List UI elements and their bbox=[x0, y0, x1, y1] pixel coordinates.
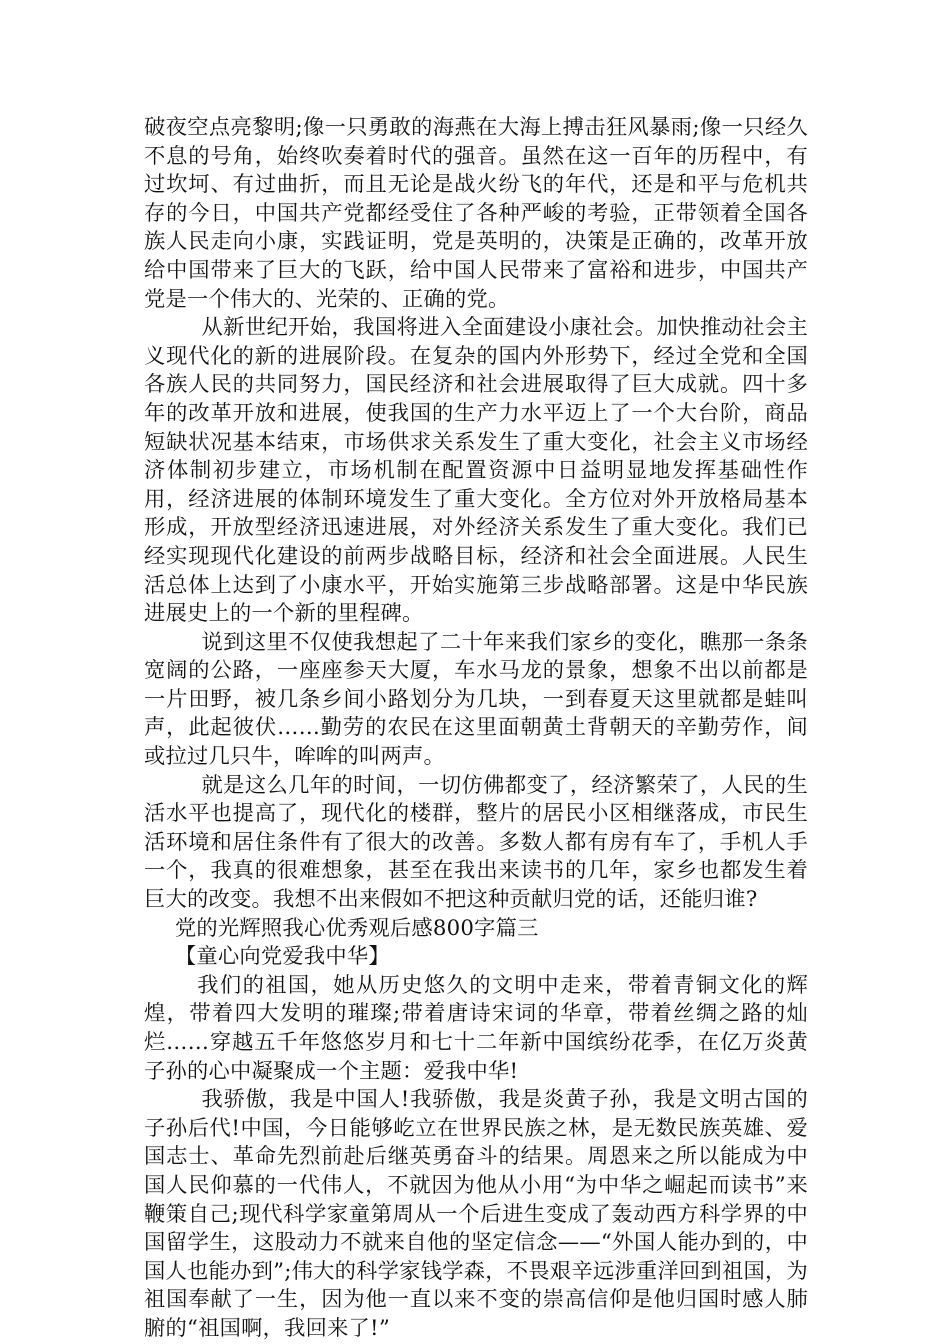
paragraph-continued: 破夜空点亮黎明;像一只勇敢的海燕在大海上搏击狂风暴雨;像一只经久不息的号角，始终吹奏着时代的强音。虽然在这一百年的历程中，有过坎坷、有过曲折，而且无论是战火纷飞的年代，还是和平与危机共存的今日，中国共产党都经受住了各种严峻的考验，正带领着全国各族人民走向小康，实践证明，党是英明的，决策是正确的，改革开放给中国带来了巨大的飞跃，给中国人民带来了富裕和进步，中国共产党是一个伟大的、光荣的、正确的党。 bbox=[144, 115, 808, 312]
paragraph-pride: 我骄傲，我是中国人!我骄傲，我是炎黄子孙，我是文明古国的子孙后代!中国，今日能够屹立在世界民族之林，是无数民族英雄、爱国志士、革命先烈前赴后继英勇奋斗的结果。周恩来之所以能成为中国人民仰慕的一代伟人，不就因为他从小用“为中华之崛起而读书”来鞭策自己;现代科学家童第周从一个后进生变成了轰动西方科学界的中国留学生，这股动力不就来自他的坚定信念——“外国人能办到的，中国人也能办到”;伟大的科学家钱学森，不畏艰辛远涉重洋回到祖国，为祖国奉献了一生，因为他一直以来不变的崇高信仰是他归国时感人肺腑的“祖国啊，我回来了!” bbox=[144, 1087, 808, 1341]
document-page bbox=[144, 114, 808, 1344]
section-heading: 党的光辉照我心优秀观后感800字篇三 bbox=[174, 915, 539, 941]
paragraph-changes: 就是这么几年的时间，一切仿佛都变了，经济繁荣了，人民的生活水平也提高了，现代化的楼群，整片的居民小区相继落成，市民生活环境和居住条件有了很大的改善。多数人都有房有车了，手机人手一个，我真的很难想象，甚至在我出来读书的几年，家乡也都发生着巨大的改变。我想不出来假如不把这种贡献归党的话，还能归谁? bbox=[144, 772, 808, 913]
section-subtitle: 【童心向党爱我中华】 bbox=[174, 944, 390, 970]
paragraph-hometown: 说到这里不仅使我想起了二十年来我们家乡的变化，瞧那一条条宽阔的公路，一座座参天大厦，车水马龙的景象，想象不出以前都是一片田野，被几条乡间小路划分为几块，一到春夏天这里就都是蛙叫声，此起彼伏……勤劳的农民在这里面朝黄土背朝天的辛勤劳作，间或拉过几只牛，哞哞的叫两声。 bbox=[144, 629, 808, 770]
paragraph-motherland: 我们的祖国，她从历史悠久的文明中走来，带着青铜文化的辉煌，带着四大发明的璀璨;带着唐诗宋词的华章，带着丝绸之路的灿烂……穿越五千年悠悠岁月和七十二年新中国缤纷花季，在亿万炎黄子孙的心中凝聚成一个主题：爱我中华! bbox=[144, 972, 808, 1084]
paragraph-new-century: 从新世纪开始，我国将进入全面建设小康社会。加快推动社会主义现代化的新的进展阶段。在复杂的国内外形势下，经过全党和全国各族人民的共同努力，国民经济和社会进展取得了巨大成就。四十多年的改革开放和进展，使我国的生产力水平迈上了一个大台阶，商品短缺状况基本结束，市场供求关系发生了重大变化，社会主义市场经济体制初步建立，市场机制在配置资源中日益明显地发挥基础性作用，经济进展的体制环境发生了重大变化。全方位对外开放格局基本形成，开放型经济迅速进展，对外经济关系发生了重大变化。我们已经实现现代化建设的前两步战略目标，经济和社会全面进展。人民生活总体上达到了小康水平，开始实施第三步战略部署。这是中华民族进展史上的一个新的里程碑。 bbox=[144, 315, 808, 627]
